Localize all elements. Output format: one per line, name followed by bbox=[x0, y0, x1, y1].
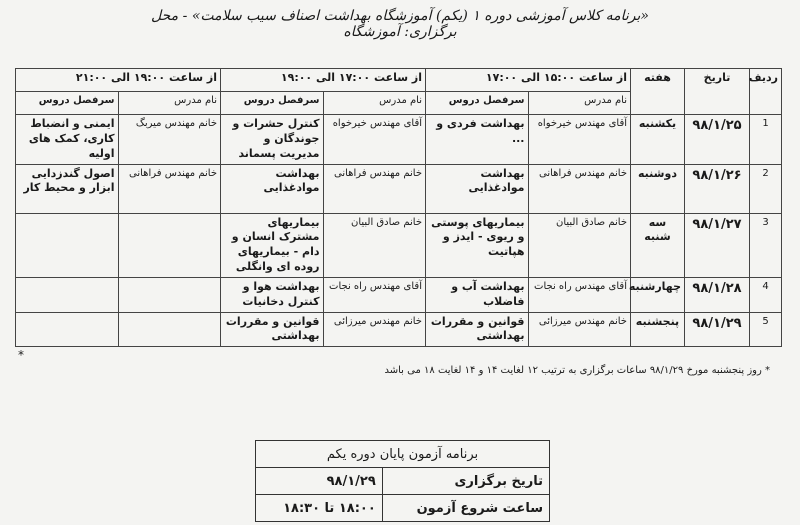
table-row bbox=[16, 115, 782, 165]
row-course bbox=[16, 312, 119, 347]
row-teacher bbox=[118, 277, 221, 312]
row-day: یکشنبه bbox=[631, 115, 685, 165]
row-course: کنترل حشرات و جوندگان و مدیریت پسماند bbox=[221, 115, 324, 165]
row-teacher: خانم صادق البیان bbox=[323, 213, 426, 277]
exam-table bbox=[255, 440, 550, 522]
course-header: سرفصل دروس bbox=[16, 92, 119, 115]
row-course: اصول گندزدایی ابزار و محیط کار bbox=[16, 164, 119, 213]
exam-title-row bbox=[256, 441, 550, 468]
row-course: قوانین و مقررات بهداشتی bbox=[426, 312, 529, 347]
row-date: ۹۸/۱/۲۶ bbox=[685, 164, 750, 213]
row-num: 3 bbox=[750, 213, 782, 277]
table-row bbox=[16, 213, 782, 277]
row-course: بهداشت آب و فاضلاب bbox=[426, 277, 529, 312]
row-course: قوانین و مقررات بهداشتی bbox=[221, 312, 324, 347]
row-teacher: آقای مهندس خیرخواه bbox=[528, 115, 631, 165]
row-num: 2 bbox=[750, 164, 782, 213]
row-teacher bbox=[118, 312, 221, 347]
row-day: پنجشنبه bbox=[631, 312, 685, 347]
teacher-header: نام مدرس bbox=[528, 92, 631, 115]
exam-time-label: ساعت شروع آزمون bbox=[382, 495, 549, 522]
row-teacher: آقای مهندس راه نجات bbox=[528, 277, 631, 312]
course-header: سرفصل دروس bbox=[221, 92, 324, 115]
row-teacher bbox=[118, 213, 221, 277]
row-course bbox=[16, 213, 119, 277]
row-teacher: خانم مهندس میرزائی bbox=[528, 312, 631, 347]
slot2-header: از ساعت ۱۷:۰۰ الی ۱۹:۰۰ bbox=[221, 69, 426, 92]
row-day: سه شنبه bbox=[631, 213, 685, 277]
course-header: سرفصل دروس bbox=[426, 92, 529, 115]
row-date: ۹۸/۱/۲۵ bbox=[685, 115, 750, 165]
row-course bbox=[16, 277, 119, 312]
teacher-header: نام مدرس bbox=[323, 92, 426, 115]
row-date: ۹۸/۱/۲۷ bbox=[685, 213, 750, 277]
slot1-header: از ساعت ۱۵:۰۰ الی ۱۷:۰۰ bbox=[426, 69, 631, 92]
row-course: بهداشت هوا و کنترل دخانیات bbox=[221, 277, 324, 312]
row-teacher: آقای مهندس خیرخواه bbox=[323, 115, 426, 165]
row-num: 1 bbox=[750, 115, 782, 165]
row-course: بهداشت موادغذایی bbox=[426, 164, 529, 213]
row-teacher: خانم صادق البیان bbox=[528, 213, 631, 277]
row-teacher: خانم مهندس میربگ bbox=[118, 115, 221, 165]
row-course: ایمنی و انضباط کاری، کمک های اولیه bbox=[16, 115, 119, 165]
table-row bbox=[16, 164, 782, 213]
row-teacher: خانم مهندس فراهانی bbox=[118, 164, 221, 213]
schedule-table bbox=[15, 68, 782, 347]
exam-date-value: ۹۸/۱/۲۹ bbox=[256, 468, 383, 495]
row-course: بهداشت موادغذایی bbox=[221, 164, 324, 213]
row-course: بیماریهای پوستی و ریوی - ایدز و هپاتیت bbox=[426, 213, 529, 277]
exam-time-row bbox=[256, 495, 550, 522]
row-teacher: خانم مهندس فراهانی bbox=[528, 164, 631, 213]
row-date: ۹۸/۱/۲۹ bbox=[685, 312, 750, 347]
row-course: بیماریهای مشترک انسان و دام - بیماریهای روده ای وانگلی bbox=[221, 213, 324, 277]
col-num-header: ردیف bbox=[750, 69, 782, 115]
col-day-header: هفته bbox=[631, 69, 685, 115]
col-date-header: تاریخ bbox=[685, 69, 750, 115]
asterisk-mark: * bbox=[18, 348, 24, 362]
table-row bbox=[16, 277, 782, 312]
row-num: 5 bbox=[750, 312, 782, 347]
row-day: چهارشنبه bbox=[631, 277, 685, 312]
exam-date-row bbox=[256, 468, 550, 495]
exam-date-label: تاریخ برگزاری bbox=[382, 468, 549, 495]
page-title: «برنامه کلاس آموزشی دوره ۱ (یکم) آموزشگاه بهداشت اصناف سیب سلامت» - محل برگزاری: آموزشگاه bbox=[151, 8, 649, 40]
row-num: 4 bbox=[750, 277, 782, 312]
row-teacher: خانم مهندس میرزائی bbox=[323, 312, 426, 347]
teacher-header: نام مدرس bbox=[118, 92, 221, 115]
slot3-header: از ساعت ۱۹:۰۰ الی ۲۱:۰۰ bbox=[16, 69, 221, 92]
exam-title: برنامه آزمون پایان دوره یکم bbox=[256, 441, 550, 468]
footnote: * روز پنجشنبه مورخ ۹۸/۱/۲۹ ساعات برگزاری به ترتیب ۱۲ لغایت ۱۴ و ۱۴ لغایت ۱۸ می باشد bbox=[384, 365, 770, 376]
row-teacher: آقای مهندس راه نجات bbox=[323, 277, 426, 312]
exam-time-value: ۱۸:۰۰ تا ۱۸:۳۰ bbox=[256, 495, 383, 522]
row-teacher: خانم مهندس فراهانی bbox=[323, 164, 426, 213]
header-row bbox=[16, 69, 782, 92]
table-row bbox=[16, 312, 782, 347]
row-date: ۹۸/۱/۲۸ bbox=[685, 277, 750, 312]
row-course: بهداشت فردی و ... bbox=[426, 115, 529, 165]
row-day: دوشنبه bbox=[631, 164, 685, 213]
